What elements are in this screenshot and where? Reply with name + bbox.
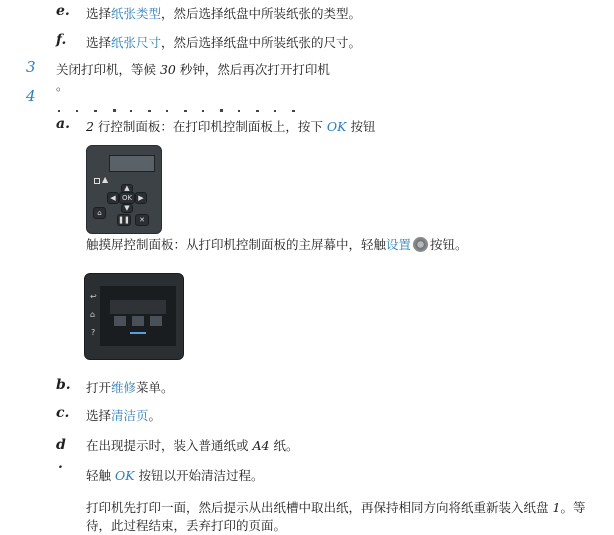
down-arrow-button[interactable]: ▼ (121, 204, 133, 213)
sub-c-suffix: 。 (148, 408, 162, 423)
sub-c-text (86, 406, 161, 424)
paragraph-line-1-c: 。等 (560, 500, 586, 515)
step-marker-f: f. (56, 32, 67, 48)
forward-arrow-button[interactable]: ▶ (135, 192, 147, 204)
pause-button[interactable]: ❚❚ (118, 216, 130, 224)
step-number-4: 4 (26, 87, 36, 105)
paper-size-link[interactable]: 纸张尺寸 (111, 35, 162, 50)
touchscreen-panel-image (84, 273, 184, 360)
settings-gear-icon (413, 237, 428, 252)
step-f-prefix: 选择 (86, 35, 112, 50)
sub-marker-c: c. (56, 405, 70, 421)
page-indicator (130, 332, 146, 334)
step-3-cont: 。 (56, 78, 69, 93)
paper-size-a4: A4 (252, 438, 270, 453)
app-tile-icon (114, 316, 126, 326)
step-marker-e: e. (56, 3, 70, 19)
paragraph-line-2: 待，此过程结束，丢弃打印的页面。 (86, 518, 287, 533)
touch-text-suffix: 按钮。 (430, 237, 468, 252)
sub-a-text (86, 117, 375, 135)
tap-ok-keyword: OK (114, 468, 135, 483)
step-f-suffix: ，然后选择纸盘中所装纸张的尺寸。 (161, 35, 362, 50)
tap-ok-suffix: 按钮以开始清洁过程。 (134, 468, 264, 483)
clipped-text-fragment (58, 109, 298, 112)
step-e-suffix: ，然后选择纸盘中所装纸张的类型。 (161, 6, 362, 21)
paper-type-link[interactable]: 纸张类型 (111, 6, 162, 21)
sub-a-line-count: 2 (86, 119, 94, 134)
tray-number: 1 (552, 500, 561, 515)
touch-text-prefix: 触摸屏控制面板：从打印机控制面板的主屏幕中，轻触 (86, 237, 387, 252)
sub-b-suffix: 菜单。 (136, 380, 174, 395)
sub-marker-d: d (56, 437, 66, 453)
service-menu-link[interactable]: 维修 (111, 380, 137, 395)
sub-c-prefix: 选择 (86, 408, 112, 423)
touch-text (86, 235, 468, 253)
touch-screen (100, 286, 176, 346)
step-e-prefix: 选择 (86, 6, 112, 21)
paragraph-line-1-a: 打印机先打印一面，然后提示从出纸槽中取出纸，再保持相同方向将纸重新装入纸盘 (86, 500, 553, 515)
home-button[interactable]: ⌂ (93, 207, 106, 219)
sub-marker-a: a. (56, 116, 70, 132)
sub-d-prefix: 在出现提示时，装入普通纸或 (86, 438, 253, 453)
sub-a-instruction: 行控制面板：在打印机控制面板上，按下 (93, 119, 327, 134)
sub-d-dot: . (58, 456, 63, 472)
sub-a-ok-keyword: OK (326, 119, 347, 134)
ok-button[interactable]: OK (119, 192, 135, 204)
control-panel-image (86, 145, 162, 234)
back-icon: ↩ (90, 292, 97, 301)
square-indicator-icon (94, 178, 100, 184)
cleaning-page-link[interactable]: 清洁页 (111, 408, 149, 423)
tap-ok-text (86, 466, 264, 484)
sub-b-prefix: 打开 (86, 380, 112, 395)
step-f-text (86, 33, 361, 51)
paragraph-line-1 (86, 498, 585, 516)
sub-d-suffix: 纸。 (269, 438, 299, 453)
step-3-part-c: 秒钟，然后再次打开打印机 (175, 62, 330, 77)
screen-header-bar (110, 300, 166, 314)
step-3-part-a: 关闭打印机，等候 (56, 62, 160, 77)
app-tile-icon (150, 316, 162, 326)
help-icon: ? (91, 328, 96, 337)
sub-a-suffix: 按钮 (346, 119, 376, 134)
step-4-clipped-text (58, 100, 298, 103)
sub-b-text (86, 378, 174, 396)
sub-d-text (86, 436, 298, 454)
warning-indicator-icon: ▲ (102, 175, 109, 184)
home-icon: ⌂ (90, 310, 96, 319)
lcd-display (109, 155, 155, 172)
step-3-text (56, 60, 330, 78)
cancel-button[interactable]: ✕ (135, 214, 149, 226)
tap-ok-prefix: 轻触 (86, 468, 115, 483)
step-number-3: 3 (26, 58, 36, 76)
app-tile-icon (132, 316, 144, 326)
settings-link[interactable]: 设置 (386, 237, 412, 252)
up-arrow-button[interactable]: ▲ (121, 184, 133, 193)
step-e-text (86, 4, 361, 22)
step-3-seconds: 30 (159, 62, 176, 77)
back-arrow-button[interactable]: ◀ (107, 192, 119, 204)
sub-marker-b: b. (56, 377, 71, 393)
